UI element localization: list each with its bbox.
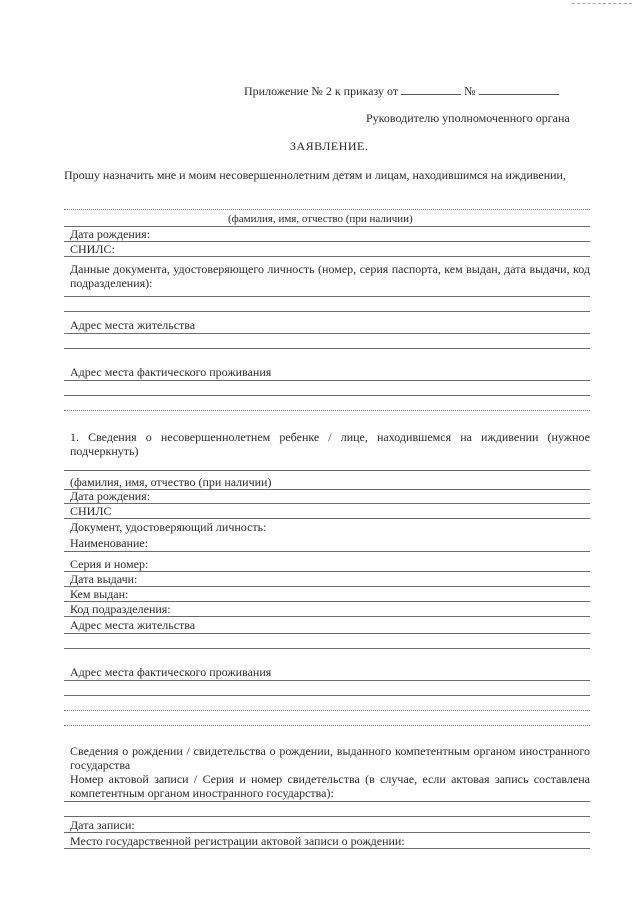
child-snils-field[interactable]: [64, 518, 590, 519]
child-doc-name-field[interactable]: [64, 551, 590, 552]
birth-record-date-field[interactable]: [64, 832, 590, 833]
applicant-actual-address-field[interactable]: [64, 380, 590, 381]
child-birth-date-field[interactable]: [64, 503, 590, 504]
appendix-label: Приложение № 2 к приказу от: [244, 84, 399, 98]
birth-record-date-label: Дата записи:: [70, 818, 135, 832]
applicant-id-doc-field[interactable]: [64, 296, 590, 297]
child-birth-date-label: Дата рождения:: [70, 489, 151, 503]
child-residence-label: Адрес места жительства: [70, 618, 196, 632]
child-id-doc-label: Документ, удостоверяющий личность:: [70, 520, 267, 534]
birth-section-heading: Сведения о рождении / свидетельства о рождении, выданного компетентным органом иностранного государства: [70, 744, 590, 772]
intro-text: Прошу назначить мне и моим несовершеннолетним детям и лицам, находившимся на иждивении,: [64, 168, 566, 182]
child-name-caption: (фамилия, имя, отчество (при наличии): [70, 475, 272, 489]
applicant-id-doc-field-2[interactable]: [64, 311, 590, 312]
section-divider: [64, 410, 590, 411]
section-divider: [64, 725, 590, 726]
order-date-field[interactable]: [401, 83, 461, 95]
child-issued-by-label: Кем выдан:: [70, 587, 129, 601]
addressee: Руководителю уполномоченного органа: [366, 111, 570, 125]
birth-record-number-field-2[interactable]: [64, 816, 590, 817]
applicant-name-caption: (фамилия, имя, отчество (при наличии): [228, 213, 413, 225]
applicant-snils-label: СНИЛС:: [70, 242, 115, 256]
child-actual-address-field-2[interactable]: [64, 695, 590, 696]
child-residence-field-2[interactable]: [64, 648, 590, 649]
child-series-number-field[interactable]: [64, 571, 590, 572]
child-residence-field[interactable]: [64, 633, 590, 634]
child-section-heading: 1. Сведения о несовершеннолетнем ребенке / лице, находившемся на иждивении (нужное подчеркнуть): [70, 430, 590, 458]
child-issue-date-field[interactable]: [64, 586, 590, 587]
applicant-actual-address-label: Адрес места фактического проживания: [70, 365, 272, 379]
page-title: ЗАЯВЛЕНИЕ.: [290, 139, 369, 153]
applicant-birth-date-label: Дата рождения:: [70, 227, 151, 241]
applicant-birth-date-field[interactable]: [64, 241, 590, 242]
corner-scan-mark: [572, 3, 632, 4]
applicant-id-doc-label: Данные документа, удостоверяющего личность (номер, серия паспорта, кем выдан, дата выдачи, код подразделения):: [70, 262, 590, 290]
child-issue-date-label: Дата выдачи:: [70, 572, 138, 586]
child-doc-name-label: Наименование:: [70, 536, 149, 550]
birth-registration-place-field[interactable]: [64, 848, 590, 849]
applicant-name-line[interactable]: [64, 209, 590, 210]
child-series-number-label: Серия и номер:: [70, 557, 149, 571]
applicant-residence-label: Адрес места жительства: [70, 318, 196, 332]
applicant-residence-field-2[interactable]: [64, 348, 590, 349]
child-actual-address-field[interactable]: [64, 680, 590, 681]
child-name-line[interactable]: [64, 470, 590, 471]
child-snils-label: СНИЛС: [70, 504, 112, 518]
order-number-field[interactable]: [479, 83, 559, 95]
child-actual-address-field-3[interactable]: [64, 710, 590, 711]
appendix-line: [244, 83, 559, 98]
applicant-residence-field[interactable]: [64, 333, 590, 334]
birth-record-number-field[interactable]: [64, 801, 590, 802]
birth-registration-place-label: Место государственной регистрации актовой записи о рождении:: [70, 834, 405, 848]
applicant-actual-address-field-2[interactable]: [64, 395, 590, 396]
child-division-code-label: Код подразделения:: [70, 602, 171, 616]
child-division-code-field[interactable]: [64, 616, 590, 617]
appendix-number-label: №: [464, 84, 476, 98]
applicant-snils-field[interactable]: [64, 256, 590, 257]
child-actual-address-label: Адрес места фактического проживания: [70, 665, 272, 679]
birth-record-number-label: Номер актовой записи / Серия и номер свидетельства (в случае, если актовая запись составлена компетентным органом иностранного государства):: [70, 772, 590, 800]
